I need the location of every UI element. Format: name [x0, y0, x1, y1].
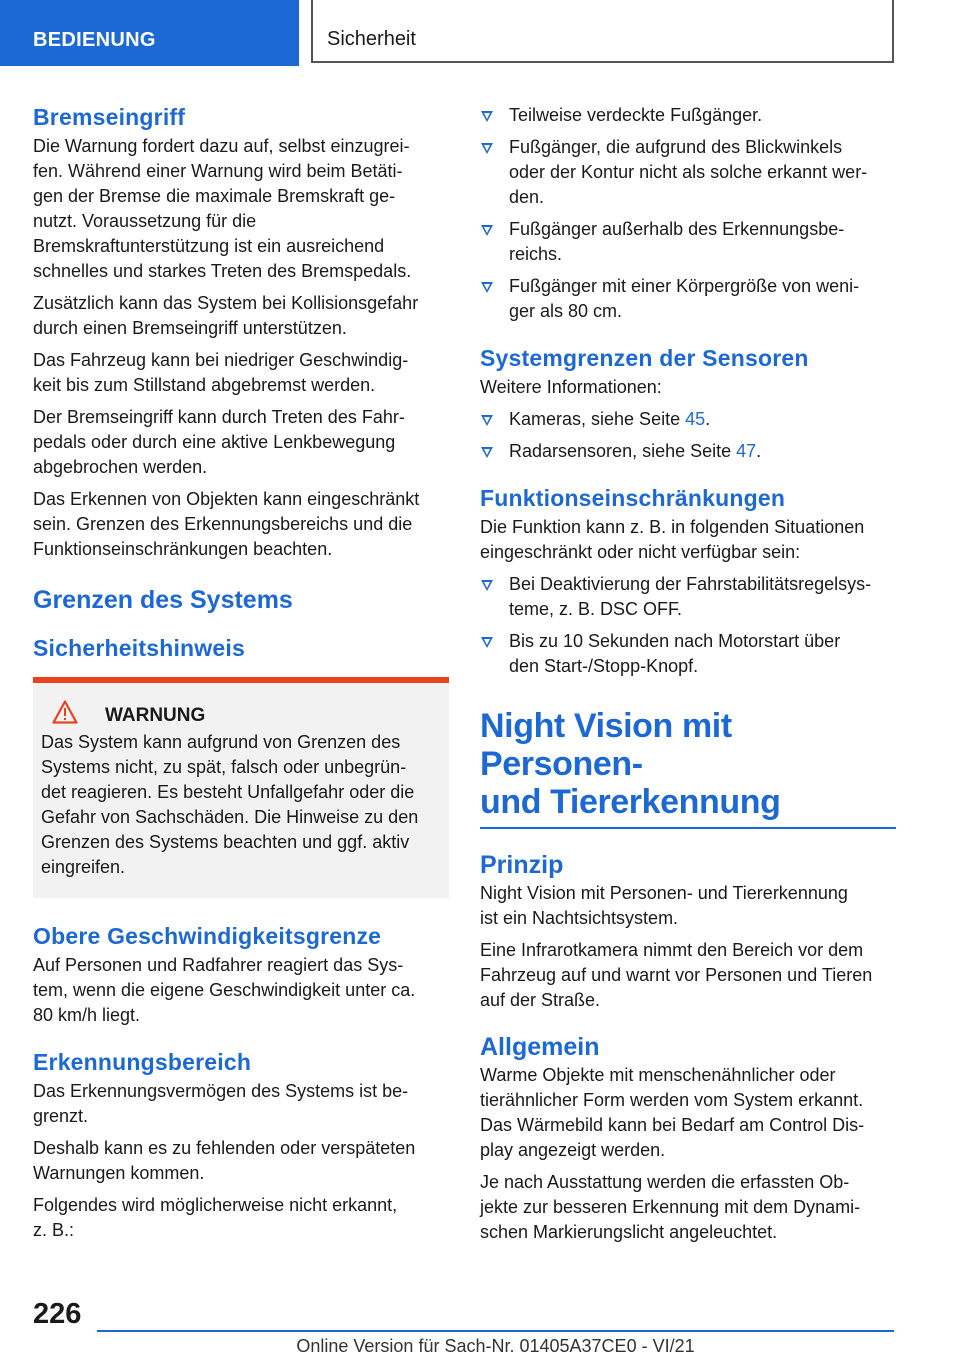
triangle-bullet-icon: [481, 580, 493, 591]
paragraph: Folgendes wird möglicherweise nicht erkannt, z. B.:: [33, 1195, 398, 1240]
page-link-45[interactable]: 45: [685, 409, 706, 429]
triangle-bullet-icon: [481, 415, 493, 426]
paragraph: Warme Objekte mit menschenähnlicher oder tierähnlicher Form werden vom System erkannt. Das Wärmebild kann bei Bedarf am Control Dis- play angezeigt werden.: [480, 1065, 865, 1160]
page-link-47[interactable]: 47: [736, 441, 757, 461]
heading-funktionseinschraenkungen: Funktionseinschränkungen: [480, 485, 786, 511]
triangle-bullet-icon: [481, 637, 493, 648]
list-item: Fußgänger mit einer Körpergröße von weni- ger als 80 cm.: [480, 274, 896, 324]
paragraph: Das Fahrzeug kann bei niedriger Geschwindig- keit bis zum Stillstand abgebremst werden.: [33, 350, 409, 395]
section-tab: [0, 0, 299, 66]
paragraph: Deshalb kann es zu fehlenden oder verspäteten Warnungen kommen.: [33, 1138, 416, 1183]
list-limitations: [480, 572, 896, 679]
paragraph: Night Vision mit Personen- und Tiererkennung ist ein Nachtsichtsystem.: [480, 883, 848, 928]
page-number: 226: [33, 1298, 82, 1330]
heading-prinzip: Prinzip: [480, 851, 564, 879]
list-item: Fußgänger außerhalb des Erkennungsbe- reichs.: [480, 217, 896, 267]
warning-box: [33, 677, 449, 898]
paragraph: Auf Personen und Radfahrer reagiert das Sys- tem, wenn die eigene Geschwindigkeit unter ca. 80 km/h liegt.: [33, 955, 416, 1025]
right-column: [480, 103, 896, 1252]
left-column: [33, 103, 449, 1250]
paragraph: Die Warnung fordert dazu auf, selbst einzugrei- fen. Während einer Warnung wird beim Betäti- gen der Bremse die maximale Bremskraft ge- nutzt. Voraussetzung für die Bremskraftunterstützung ist ein ausreichend schnelles und starkes Treten des Bremspedals.: [33, 136, 412, 281]
paragraph: Der Bremseingriff kann durch Treten des Fahr- pedals oder durch eine aktive Lenkbewegung abgebrochen werden.: [33, 407, 405, 477]
warning-text: Das System kann aufgrund von Grenzen des Systems nicht, zu spät, falsch oder unbegrün- det reagieren. Es besteht Unfallgefahr oder die Gefahr von Sachschäden. Die Hinweise zu den Grenzen des Systems beachten und ggf. aktiv eingreifen.: [41, 732, 419, 877]
triangle-bullet-icon: [481, 447, 493, 458]
footer-divider: [97, 1330, 894, 1332]
heading-obere-geschwindigkeitsgrenze: Obere Geschwindigkeitsgrenze: [33, 923, 382, 949]
triangle-bullet-icon: [481, 143, 493, 154]
warning-title: WARNUNG: [105, 705, 206, 726]
warning-triangle-icon: [52, 700, 78, 724]
heading-erkennungsbereich: Erkennungsbereich: [33, 1049, 252, 1075]
section-title: BEDIENUNG: [33, 29, 156, 51]
chapter-tab: [311, 0, 894, 63]
chapter-title: Sicherheit: [327, 28, 416, 50]
paragraph: Eine Infrarotkamera nimmt den Bereich vor dem Fahrzeug auf und warnt vor Personen und Tieren auf der Straße.: [480, 940, 873, 1010]
triangle-bullet-icon: [481, 282, 493, 293]
heading-sicherheitshinweis: Sicherheitshinweis: [33, 635, 245, 661]
heading-systemgrenzen-sensoren: Systemgrenzen der Sensoren: [480, 345, 809, 371]
triangle-bullet-icon: [481, 111, 493, 122]
heading-divider: [480, 827, 896, 829]
heading-grenzen-des-systems: Grenzen des Systems: [33, 586, 293, 614]
list-item: Teilweise verdeckte Fußgänger.: [480, 103, 896, 128]
heading-night-vision: Night Vision mit Personen- und Tiererkennung: [480, 707, 781, 821]
paragraph: Die Funktion kann z. B. in folgenden Situationen eingeschränkt oder nicht verfügbar sein:: [480, 517, 865, 562]
list-item: Bei Deaktivierung der Fahrstabilitätsregelsys- teme, z. B. DSC OFF.: [480, 572, 896, 622]
paragraph: Das Erkennen von Objekten kann eingeschränkt sein. Grenzen des Erkennungsbereichs und die Funktionseinschränkungen beachten.: [33, 489, 420, 559]
footer-version: Online Version für Sach-Nr. 01405A37CE0 - VI/21: [296, 1336, 695, 1356]
paragraph: Das Erkennungsvermögen des Systems ist be- grenzt.: [33, 1081, 409, 1126]
list-item: Fußgänger, die aufgrund des Blickwinkels oder der Kontur nicht als solche erkannt wer- den.: [480, 135, 896, 210]
triangle-bullet-icon: [481, 225, 493, 236]
list-item: Radarsensoren, siehe Seite 47.: [480, 439, 896, 464]
warning-header: [41, 703, 441, 728]
paragraph: Weitere Informationen:: [480, 377, 662, 397]
paragraph: Je nach Ausstattung werden die erfassten Ob- jekte zur besseren Erkennung mit dem Dynami- schen Markierungslicht angeleuchtet.: [480, 1172, 861, 1242]
list-references: [480, 407, 896, 464]
list-item: Bis zu 10 Sekunden nach Motorstart über den Start-/Stopp-Knopf.: [480, 629, 896, 679]
paragraph: Zusätzlich kann das System bei Kollisionsgefahr durch einen Bremseingriff unterstützen.: [33, 293, 419, 338]
list-item: Kameras, siehe Seite 45.: [480, 407, 896, 432]
heading-allgemein: Allgemein: [480, 1033, 600, 1061]
heading-bremseingriff: Bremseingriff: [33, 104, 186, 130]
list-not-detected: [480, 103, 896, 324]
